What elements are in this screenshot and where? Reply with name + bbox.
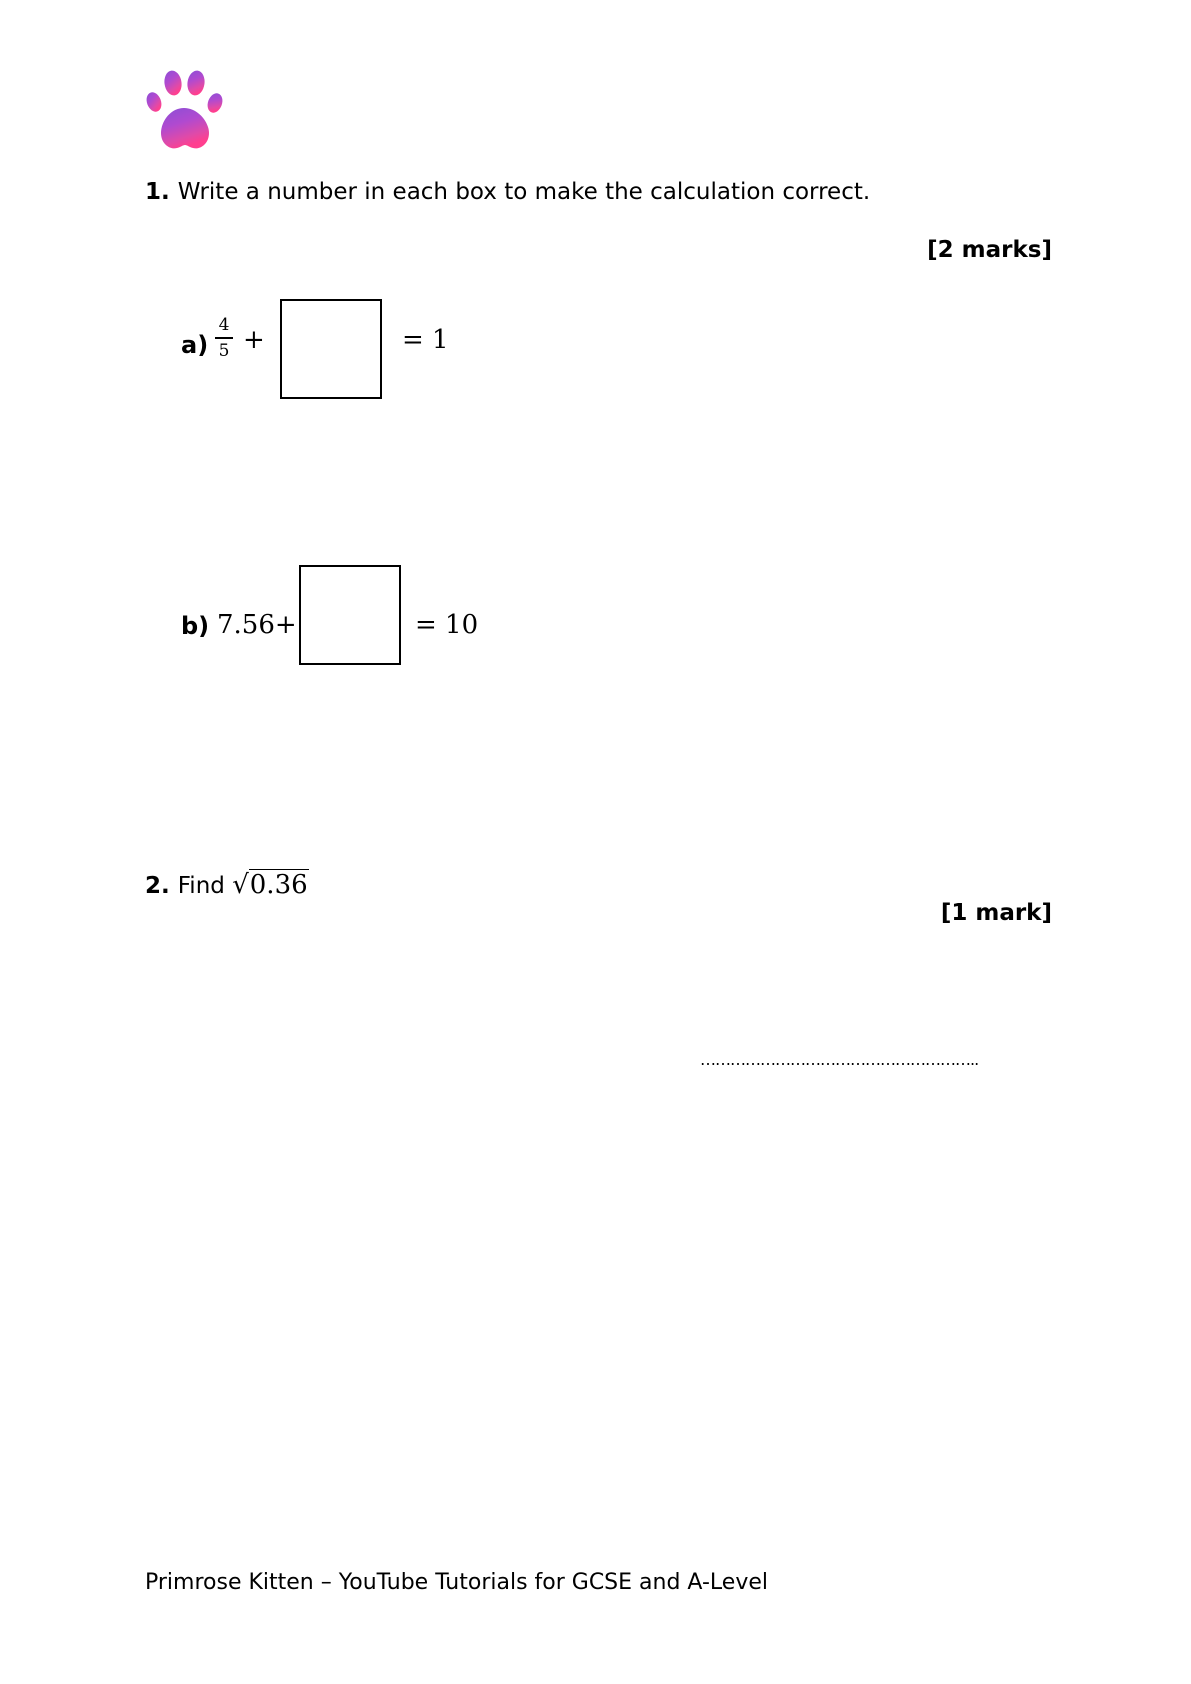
numerator: 4: [218, 315, 230, 335]
footer-text: Primrose Kitten – YouTube Tutorials for GCSE and A-Level: [145, 1570, 768, 1595]
question-number: 1.: [145, 179, 170, 205]
answer-line[interactable]: ………………………………………………..: [700, 1050, 979, 1069]
answer-box-b[interactable]: [299, 565, 401, 665]
part-b-label: b): [181, 612, 210, 640]
question-text: Write a number in each box to make the calculation correct.: [177, 179, 871, 205]
expression-b: 7.56+: [217, 610, 297, 640]
square-root: √0.36: [232, 870, 308, 900]
marks-label: [2 marks]: [927, 237, 1052, 263]
plus-operator: +: [243, 325, 265, 355]
question-1: [145, 179, 870, 205]
marks-label: [1 mark]: [940, 900, 1052, 926]
fraction: [215, 315, 233, 361]
equals-b: = 10: [415, 610, 479, 640]
radicand: 0.36: [249, 870, 308, 900]
paw-icon: [146, 70, 224, 154]
answer-box-a[interactable]: [280, 299, 382, 399]
denominator: 5: [218, 340, 230, 361]
question-text: Find: [177, 873, 225, 899]
question-2: [145, 870, 309, 900]
equals-a: = 1: [402, 325, 449, 355]
question-number: 2.: [145, 873, 170, 899]
part-a-label: a): [181, 331, 209, 359]
